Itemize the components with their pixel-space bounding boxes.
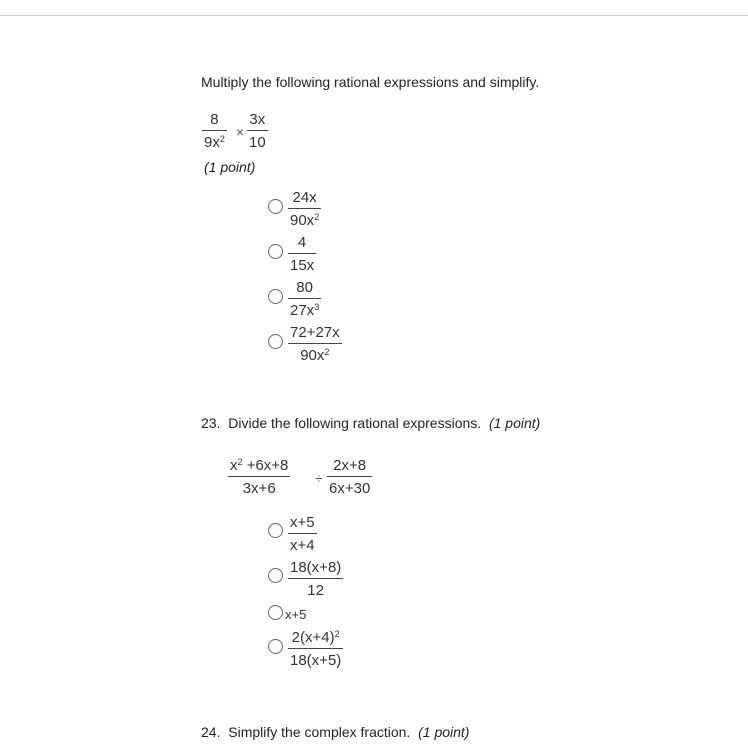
q22-expr-right-numerator: 3x [249,111,266,128]
q23-option-1-fraction: x+5 x+4 [290,514,315,554]
q22-points: (1 point) [204,159,256,175]
q23-option-4-radio[interactable] [268,639,283,654]
q23-option-2-radio[interactable] [268,568,283,583]
q23-expr-left-fraction: $x^2 +6x+8$ 3x+6 [230,457,289,497]
top-bar [0,0,748,16]
q24-points: (1 point) [418,724,470,740]
q22-option-4-fraction: 72+27x $90x^2$ [290,324,340,364]
q24-number: 24. [201,724,221,740]
q23-option-4-fraction: $2(x+4)^2$ 18(x+5) [290,629,342,669]
times-operator: × [236,124,245,140]
q22-expr-left-numerator: 8 [210,111,219,128]
q22-option-4-radio[interactable] [268,334,283,349]
q23-expr-right-fraction: 2x+8 6x+30 [329,457,371,497]
q22-option-2-fraction: 4 15x [290,234,315,274]
q23-option-3-text: x+5 [285,607,307,622]
q22-expr-left-denominator: $9x^2$ [204,134,225,151]
q22-option-1-fraction: 24x $90x^2$ [290,189,320,229]
q23-option-3-radio[interactable] [268,605,283,620]
q22-option-2-radio[interactable] [268,244,283,259]
divide-operator: ÷ [315,470,323,486]
q22-expr-right-fraction [247,112,268,150]
q23-prompt: Divide the following rational expressions. [228,415,482,431]
q22-expr-left-fraction [202,112,227,150]
q24-heading [201,724,469,740]
q24-prompt: Simplify the complex fraction. [228,724,411,740]
q23-option-1-radio[interactable] [268,523,283,538]
q22-expr-right-denominator: 10 [249,134,266,151]
q23-heading [201,415,540,431]
q22-option-1-radio[interactable] [268,199,283,214]
q23-points: (1 point) [488,415,541,431]
q22-option-3-fraction: 80 $27x^3$ [290,279,320,319]
q22-prompt: Multiply the following rational expressions and simplify. [201,74,540,90]
q23-option-2-fraction: 18(x+8) 12 [290,559,342,599]
q22-option-3-radio[interactable] [268,289,283,304]
q23-number: 23. [201,415,221,431]
